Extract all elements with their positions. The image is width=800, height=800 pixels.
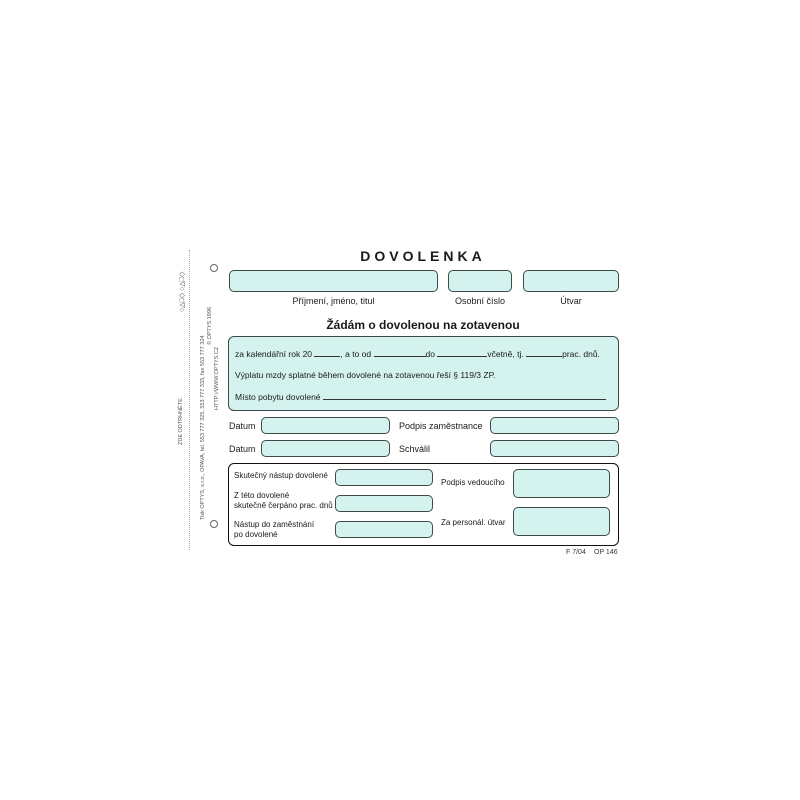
- date-label-2: Datum: [229, 444, 256, 454]
- name-field[interactable]: [229, 270, 438, 292]
- department-label: Útvar: [560, 296, 582, 306]
- stay-location-line: [235, 392, 606, 402]
- taken-days-field[interactable]: [335, 495, 433, 512]
- hr-department-field[interactable]: [513, 507, 610, 536]
- to-date-blank[interactable]: [437, 349, 487, 357]
- to-label: do: [425, 349, 435, 359]
- op-code: OP 146: [594, 549, 618, 556]
- year-label: za kalendářní rok 20: [235, 349, 313, 359]
- request-line-period: [235, 349, 600, 359]
- year-blank[interactable]: [314, 349, 340, 357]
- employee-signature-field[interactable]: [490, 417, 619, 434]
- copyright-text: © OPTYS 1996: [207, 307, 213, 345]
- hr-department-label: Za personál. útvar: [441, 518, 506, 527]
- manager-signature-field[interactable]: [513, 469, 610, 498]
- workdays-label: prac. dnů.: [562, 349, 600, 359]
- taken-days-label-1: Z této dovolené: [234, 491, 290, 500]
- stay-location-label: Místo pobytu dovolené: [235, 392, 321, 402]
- manager-signature-label: Podpis vedoucího: [441, 478, 505, 487]
- taken-days-label-2: skutečně čerpáno prac. dnů: [234, 501, 333, 510]
- from-date-blank[interactable]: [374, 349, 426, 357]
- form-code: F 7/04: [566, 549, 586, 556]
- punch-hole-top: [210, 264, 218, 272]
- employee-signature-label: Podpis zaměstnance: [399, 421, 483, 431]
- approved-field[interactable]: [490, 440, 619, 457]
- website-text: HTTP://WWW.OPTYS.CZ: [214, 346, 220, 410]
- form-title: DOVOLENKA: [360, 248, 486, 264]
- personal-number-label: Osobní číslo: [454, 296, 506, 306]
- actual-start-field[interactable]: [335, 469, 433, 486]
- personal-number-field[interactable]: [448, 270, 512, 292]
- department-field[interactable]: [523, 270, 619, 292]
- return-field[interactable]: [335, 521, 433, 538]
- perforation-line: [189, 250, 190, 550]
- from-label: , a to od: [340, 349, 372, 359]
- wage-payment-note: Výplatu mzdy splatné během dovolené na zotavenou řeší § 119/3 ZP.: [235, 370, 496, 380]
- stay-location-blank[interactable]: [323, 392, 606, 400]
- return-label-1: Nástup do zaměstnání: [234, 520, 315, 529]
- date-field-1[interactable]: [261, 417, 390, 434]
- request-panel: [228, 336, 619, 411]
- inclusive-label: včetně, tj.: [487, 349, 524, 359]
- approved-label: Schválil: [399, 444, 431, 454]
- return-label-2: po dovolené: [234, 530, 278, 539]
- date-field-2[interactable]: [261, 440, 390, 457]
- printer-info: Tisk OPTYS, s.r.o., OPAVA, tel. 553 777 325, 553 777 333, fax 553 777 324: [200, 335, 206, 520]
- date-label-1: Datum: [229, 421, 256, 431]
- actual-start-label: Skutečný nástup dovolené: [234, 471, 328, 480]
- punch-hole-bottom: [210, 520, 218, 528]
- days-blank[interactable]: [526, 349, 562, 357]
- return-block: [228, 463, 619, 546]
- name-label: Příjmení, jméno, titul: [292, 296, 375, 306]
- request-heading: Žádám o dovolenou na zotavenou: [326, 318, 520, 332]
- cut-here-text: ZDE ODTRHNĚTE: [178, 398, 184, 445]
- side-symbols: ○△□◇ ○△□◇: [179, 271, 186, 312]
